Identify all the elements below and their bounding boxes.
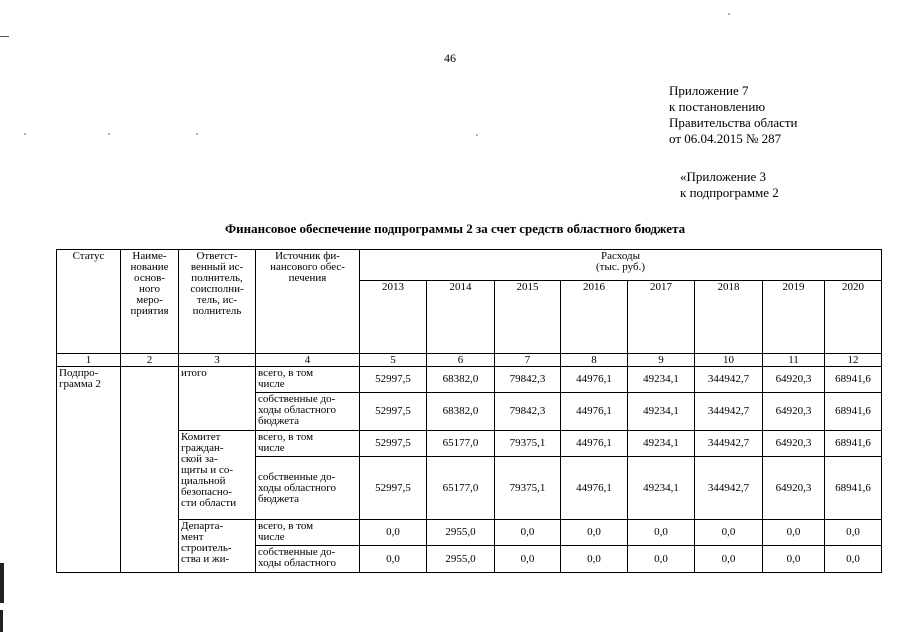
value-cell: 49234,1 [628, 431, 695, 457]
value-cell: 44976,1 [561, 431, 628, 457]
value-cell: 52997,5 [360, 393, 427, 431]
column-index: 7 [495, 354, 561, 367]
header-year: 2014 [427, 281, 495, 354]
scan-dot [476, 134, 478, 136]
value-cell: 344942,7 [695, 367, 763, 393]
value-cell: 344942,7 [695, 457, 763, 520]
column-index: 1 [57, 354, 121, 367]
table-row [57, 431, 882, 457]
executor-cell: Департа- мент строитель- ства и жи- [179, 520, 256, 573]
header-year: 2017 [628, 281, 695, 354]
document-title: Финансовое обеспечение подпрограммы 2 за счет средств областного бюджета [225, 221, 686, 236]
scan-edge-mark [0, 36, 9, 37]
column-index: 2 [121, 354, 179, 367]
executor-cell: итого [179, 367, 256, 431]
value-cell: 79842,3 [495, 393, 561, 431]
value-cell: 49234,1 [628, 457, 695, 520]
value-cell: 49234,1 [628, 393, 695, 431]
column-index: 8 [561, 354, 628, 367]
value-cell: 2955,0 [427, 546, 495, 573]
value-cell: 52997,5 [360, 367, 427, 393]
appendix-line: Приложение 7 [669, 83, 749, 98]
value-cell: 64920,3 [763, 431, 825, 457]
value-cell: 344942,7 [695, 431, 763, 457]
value-cell: 79842,3 [495, 367, 561, 393]
column-index: 9 [628, 354, 695, 367]
value-cell: 49234,1 [628, 367, 695, 393]
appendix-line: Правительства области [669, 115, 798, 130]
value-cell: 0,0 [628, 520, 695, 546]
appendix-block [669, 83, 798, 147]
scan-dot [108, 133, 110, 135]
value-cell: 79375,1 [495, 431, 561, 457]
value-cell: 68382,0 [427, 367, 495, 393]
value-cell: 0,0 [825, 520, 882, 546]
header-executor: Ответст- венный ис- полнитель, соисполни- тель, ис- полнитель [179, 250, 256, 354]
value-cell: 68941,6 [825, 367, 882, 393]
page-number: 46 [444, 51, 456, 65]
value-cell: 0,0 [695, 520, 763, 546]
column-index: 3 [179, 354, 256, 367]
value-cell: 44976,1 [561, 367, 628, 393]
value-cell: 64920,3 [763, 457, 825, 520]
value-cell: 0,0 [360, 546, 427, 573]
header-activity-name: Наиме- нование основ- ного меро- приятия [121, 250, 179, 354]
header-expenses: Расходы (тыс. руб.) [360, 250, 882, 281]
table-row [57, 520, 882, 546]
status-cell: Подпро- грамма 2 [57, 367, 121, 573]
executor-cell: Комитет граждан- ской за- щиты и со- циальной безопасно- сти области [179, 431, 256, 520]
value-cell: 68382,0 [427, 393, 495, 431]
header-year: 2016 [561, 281, 628, 354]
value-cell: 0,0 [763, 520, 825, 546]
header-status: Статус [57, 250, 121, 354]
value-cell: 0,0 [825, 546, 882, 573]
source-cell: всего, в том числе [256, 431, 360, 457]
column-index: 5 [360, 354, 427, 367]
header-row [57, 250, 882, 281]
appendix-line: от 06.04.2015 № 287 [669, 131, 782, 146]
source-cell: собственные до- ходы областного бюджета [256, 393, 360, 431]
header-year: 2015 [495, 281, 561, 354]
activity-name-cell [121, 367, 179, 573]
value-cell: 79375,1 [495, 457, 561, 520]
appendix-line: к постановлению [669, 99, 766, 114]
value-cell: 64920,3 [763, 393, 825, 431]
source-cell: собственные до- ходы областного [256, 546, 360, 573]
value-cell: 65177,0 [427, 457, 495, 520]
scan-dot [728, 13, 730, 15]
source-cell: всего, в том числе [256, 520, 360, 546]
column-index: 6 [427, 354, 495, 367]
column-index-row [57, 354, 882, 367]
value-cell: 0,0 [495, 546, 561, 573]
scan-edge-bar [0, 563, 4, 603]
column-index: 11 [763, 354, 825, 367]
value-cell: 0,0 [628, 546, 695, 573]
appendix-line: «Приложение 3 [680, 169, 767, 184]
financing-table [56, 249, 882, 573]
value-cell: 2955,0 [427, 520, 495, 546]
table-row [57, 367, 882, 393]
scan-edge-bar [0, 610, 3, 632]
source-cell: всего, в том числе [256, 367, 360, 393]
header-funding-source: Источник фи- нансового обес- печения [256, 250, 360, 354]
value-cell: 0,0 [495, 520, 561, 546]
value-cell: 0,0 [763, 546, 825, 573]
value-cell: 52997,5 [360, 431, 427, 457]
value-cell: 68941,6 [825, 431, 882, 457]
column-index: 12 [825, 354, 882, 367]
value-cell: 0,0 [561, 520, 628, 546]
column-index: 10 [695, 354, 763, 367]
column-index: 4 [256, 354, 360, 367]
value-cell: 52997,5 [360, 457, 427, 520]
value-cell: 0,0 [561, 546, 628, 573]
appendix-line: к подпрограмме 2 [680, 185, 779, 200]
header-year: 2020 [825, 281, 882, 354]
value-cell: 344942,7 [695, 393, 763, 431]
header-year: 2018 [695, 281, 763, 354]
appendix-block-2 [680, 169, 779, 201]
value-cell: 0,0 [695, 546, 763, 573]
scan-dot [196, 133, 198, 135]
value-cell: 68941,6 [825, 457, 882, 520]
value-cell: 0,0 [360, 520, 427, 546]
value-cell: 44976,1 [561, 457, 628, 520]
value-cell: 44976,1 [561, 393, 628, 431]
value-cell: 68941,6 [825, 393, 882, 431]
header-year: 2019 [763, 281, 825, 354]
scan-dot [24, 133, 26, 135]
header-year: 2013 [360, 281, 427, 354]
value-cell: 65177,0 [427, 431, 495, 457]
source-cell: собственные до- ходы областного бюджета [256, 457, 360, 520]
value-cell: 64920,3 [763, 367, 825, 393]
